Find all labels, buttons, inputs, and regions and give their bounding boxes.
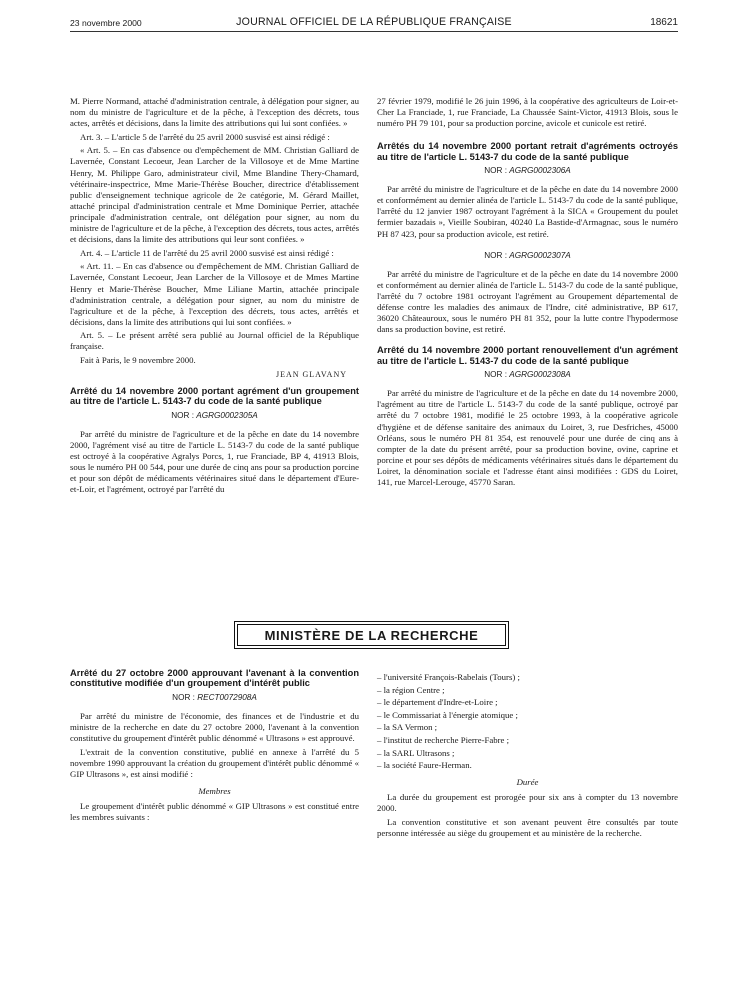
paragraph: Par arrêté du ministre de l'agriculture et de la pêche en date du 14 novembre 2000, l'agrément au titre de l'article L. 5143-7 du code de la santé publique, octroyé par arrêté du 7 octobre 1981, modifié le 25 octobre 1993, à la coopérative agricole d'hygiène et de défense sanitaire des animaux du Loiret, 3, rue Desfriches, 45000 Orléans, sous le numéro PH 81 354, est renouvelé pour une durée de cinq ans à compter de la date du présent arrêté, pour sa production bovine, ovine, caprine et porcine et pour ses dépôts de médicaments vétérinaires situés dans le département du Loiret, la dénomination sociale et l'adresse étant ainsi modifiées : GDS du Loiret, 141, rue Marcel-Lerouge, 45770 Saran. (377, 388, 678, 487)
paragraph: La convention constitutive et son avenant peuvent être consultés par toute personne intéressée au siège du groupement et au ministère de la recherche. (377, 817, 678, 839)
ministry-banner (234, 621, 509, 649)
list-item: – la SA Vermon ; (377, 722, 438, 733)
decree-title: Arrêtés du 14 novembre 2000 portant retrait d'agréments octroyés au titre de l'article L. 5143-7 du code de la santé publique (377, 141, 678, 162)
paragraph: « Art. 11. – En cas d'absence ou d'empêchement de MM. Christian Galliard de Lavernée, Constant Lecoeur, Jean Larcher de la Villosoye et de Mmes Martine Henry et Marie-Thérèse Boucher, Mme Liliane Martin, attachée principale d'administration centrale, a délégation pour signer, au nom du ministre de l'agriculture et de la pêche, à l'exception des décrets, tous actes, arrêtés et décisions, dans la limite des attributions qui lui sont confiées. » (70, 261, 359, 327)
header-rule (70, 31, 678, 32)
page-header (70, 14, 678, 30)
paragraph: M. Pierre Normand, attaché d'administration centrale, à délégation pour signer, au nom du ministre de l'agriculture et de la pêche, à l'exception des décrets, tous actes, arrêtés et décisions, dans la limite des attributions qui lui sont confiées. » (70, 96, 359, 129)
nor-code: AGRG0002306A (509, 166, 571, 176)
article-3: Art. 3. – L'article 5 de l'arrêté du 25 avril 2000 susvisé est ainsi rédigé : (80, 131, 330, 142)
paragraph: Le groupement d'intérêt public dénommé « GIP Ultrasons » est constitué entre les membres suivants : (70, 801, 359, 823)
nor-code: RECT0072908A (197, 692, 257, 702)
list-item: – le département d'Indre-et-Loire ; (377, 697, 498, 708)
column-4 (377, 672, 678, 842)
nor-reference: NOR : AGRG0002305A (171, 410, 258, 420)
article-4: Art. 4. – L'article 11 de l'arrêté du 25 avril 2000 susvisé est ainsi rédigé : (80, 247, 334, 258)
paragraph: Fait à Paris, le 9 novembre 2000. (80, 355, 196, 366)
decree-title: Arrêté du 14 novembre 2000 portant agrément d'un groupement au titre de l'article L. 5143-7 du code de la santé publique (70, 385, 359, 407)
column-3 (70, 668, 359, 826)
page-number: 18621 (650, 17, 678, 28)
paragraph: Par arrêté du ministre de l'agriculture et de la pêche en date du 14 novembre 2000, l'agrément visé au titre de l'article L. 5143-7 du code de la santé publique est octroyé à la coopérative Agralys Porcs, 1, rue Franciade, BP 4, 41913 Blois, sous le numéro PH 00 544, pour une durée de cinq ans pour sa production porcine et pour son dépôt de médicaments vétérinaires situé dans le département d'Eure-et-Loir, et l'agrément, octroyé par l'arrêté du (70, 428, 359, 495)
column-2 (377, 96, 678, 491)
nor-code: AGRG0002305A (196, 410, 258, 420)
paragraph: 27 février 1979, modifié le 26 juin 1996, à la coopérative des agriculteurs de Loir-et-Cher La Franciade, 1, rue Franciade, La Chaussée Saint-Victor, 41913 Blois, sous le numéro PH 79 101, pour sa production porcine, avicole et cunicole est retiré. (377, 96, 678, 129)
ministry-title: MINISTÈRE DE LA RECHERCHE (237, 624, 506, 646)
paragraph: L'extrait de la convention constitutive, publié en annexe à l'arrêté du 5 novembre 1990 approuvant la création du groupement d'intérêt public dénommé « GIP Ultrasons », est ainsi modifié : (70, 746, 359, 779)
list-item: – l'université François-Rabelais (Tours) ; (377, 672, 520, 682)
signature: JEAN GLAVANY (275, 369, 347, 379)
paragraph: « Art. 5. – En cas d'absence ou d'empêchement de MM. Christian Galliard de Lavernée, Constant Lecoeur, Jean Larcher de la Villosoye et de Mme Martine Henry, M. Philippe Garo, administrateur civil, Mme Blandine Thery-Chamard, vétérinaire-inspectrice, Mme Marie-Thérèse Boucher, directrice d'établissement public d'enseignement technique agricole de 2e catégorie, M. Gérard Maillet, attaché principal d'administration centrale et Mme Dominique Perrier, attachée principale d'administration centrale, ont délégation pour signer, au nom du ministre de l'agriculture et de la pêche, à l'exception des décrets, tous actes, arrêtés et décisions, dans la limite des attributions qui leur sont confiées. » (70, 145, 359, 245)
section-heading-duration: Durée (516, 777, 539, 788)
nor-code: AGRG0002308A (509, 370, 571, 380)
list-item: – la SARL Ultrasons ; (377, 747, 455, 758)
header-date: 23 novembre 2000 (70, 18, 142, 28)
section-heading-members: Membres (198, 785, 231, 796)
paragraph: La durée du groupement est prorogée pour six ans à compter du 13 novembre 2000. (377, 792, 678, 814)
column-1 (70, 96, 359, 498)
paragraph: Par arrêté du ministre de l'économie, des finances et de l'industrie et du ministre de la recherche en date du 27 octobre 2000, l'avenant à la convention constitutive du groupement d'intérêt public dénommé « Ultrasons » est approuvé. (70, 710, 359, 744)
nor-reference: NOR : AGRG0002306A (484, 166, 571, 176)
decree-title: Arrêté du 14 novembre 2000 portant renouvellement d'un agrément au titre de l'article L. 5143-7 du code de la santé publique (377, 345, 678, 366)
list-item: – la société Faure-Herman. (377, 760, 472, 771)
list-item: – le Commissariat à l'énergie atomique ; (377, 709, 518, 720)
article-5: Art. 5. – Le présent arrêté sera publié au Journal officiel de la République française. (70, 330, 359, 352)
nor-code: AGRG0002307A (509, 250, 571, 260)
journal-title: JOURNAL OFFICIEL DE LA RÉPUBLIQUE FRANÇAISE (236, 16, 512, 28)
nor-reference: NOR : RECT0072908A (172, 692, 257, 702)
paragraph: Par arrêté du ministre de l'agriculture et de la pêche en date du 14 novembre 2000 et conformément au dernier alinéa de l'article L. 5143-7 du code de la santé publique, l'arrêté du 12 janvier 1987 octroyant l'agrément à la SICA « Groupement du poulet fermier bazadais », Vieille Soubiran, 40240 La Bastide-d'Armagnac, sous le numéro PH 87 423, pour sa production avicole, est retiré. (377, 184, 678, 239)
nor-reference: NOR : AGRG0002307A (484, 250, 571, 260)
nor-reference: NOR : AGRG0002308A (484, 370, 571, 380)
list-item: – la région Centre ; (377, 684, 445, 695)
list-item: – l'institut de recherche Pierre-Fabre ; (377, 734, 510, 745)
decree-title: Arrêté du 27 octobre 2000 approuvant l'avenant à la convention constitutive modifiée d'un groupement d'intérêt public (70, 668, 359, 689)
paragraph: Par arrêté du ministre de l'agriculture et de la pêche en date du 14 novembre 2000 et conformément au dernier alinéa de l'article L. 5143-7 du code de la santé publique, l'arrêté du 7 octobre 1981 octroyant l'agrément au Groupement départemental de défense contre les maladies des animaux de l'Indre, cité administrative, BP 617, 36020 Châteauroux, sous le numéro PH 81 352, pour la lutte contre l'hypodermose dans sa production bovine, est retiré. (377, 268, 678, 335)
